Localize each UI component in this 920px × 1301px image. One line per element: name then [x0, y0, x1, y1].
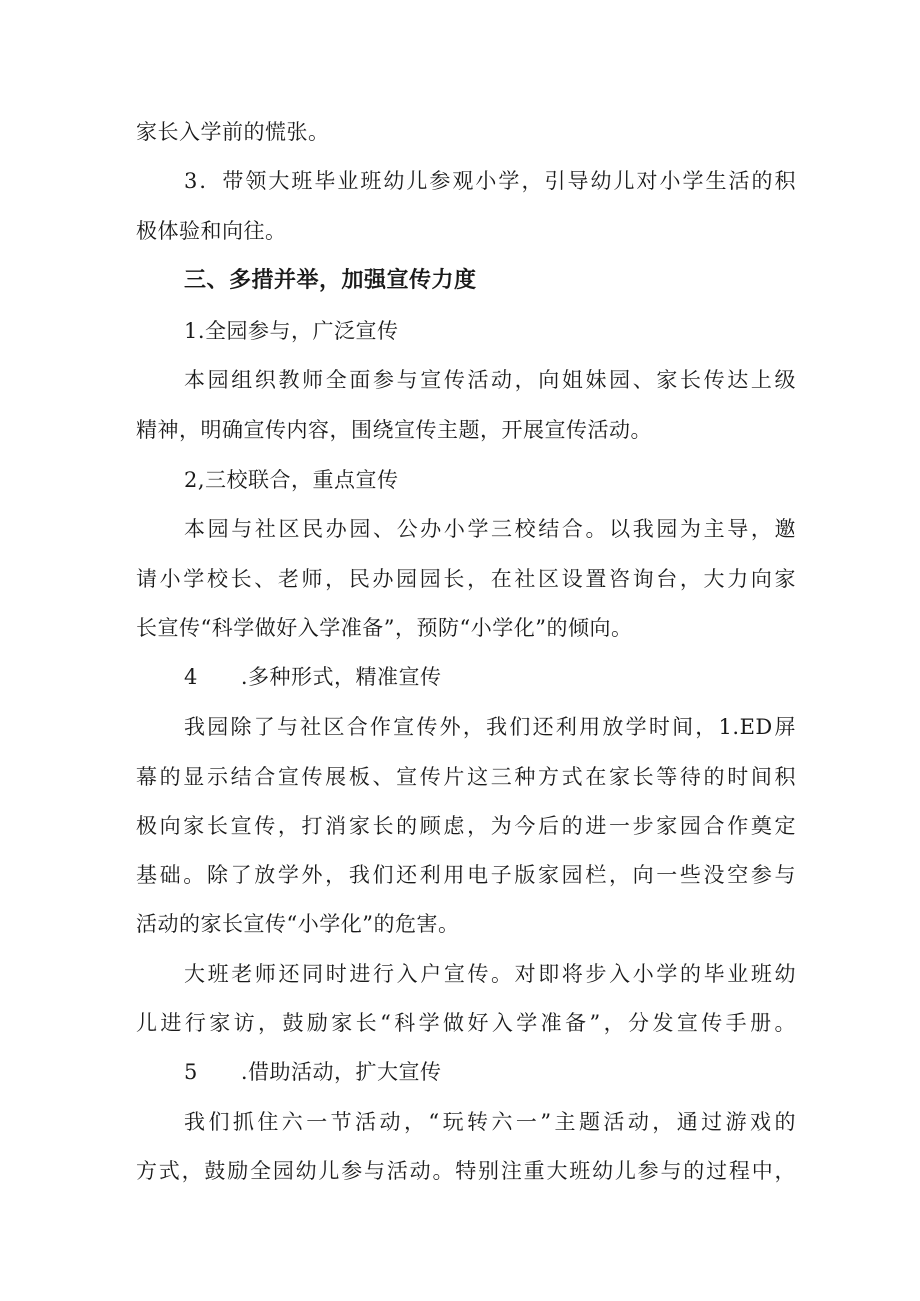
- paragraph-line: 请小学校长、老师，民办园园长，在社区设置咨询台，大力向家: [136, 567, 796, 591]
- text-line: 家长入学前的慌张。: [136, 120, 330, 144]
- paragraph-line: 基础。除了放学外，我们还利用电子版家园栏，向一些没空参与: [136, 863, 796, 887]
- paragraph-line: 我们抓住六一节活动，“玩转六一”主题活动，通过游戏的: [184, 1110, 796, 1134]
- section-heading: 三、多措并举，加强宣传力度: [184, 268, 477, 293]
- paragraph-line: 幕的显示结合宣传展板、宣传片这三种方式在家长等待的时间积: [136, 765, 796, 789]
- paragraph-line: 本园组织教师全面参与宣传活动，向姐妹园、家长传达上级: [184, 368, 796, 392]
- paragraph-line: 长宣传“科学做好入学准备”，预防“小学化”的倾向。: [136, 616, 633, 640]
- paragraph-line: 极向家长宣传，打消家长的顾虑，为今后的进一步家园合作奠定: [136, 814, 796, 838]
- text-line: 极体验和向往。: [136, 219, 287, 243]
- subheading-5: 5 .借助活动，扩大宣传: [184, 1060, 442, 1084]
- subheading-1: 1.全园参与，广泛宣传: [184, 319, 399, 343]
- subheading-4: 4 .多种形式，精准宣传: [184, 665, 442, 689]
- paragraph-line: 我园除了与社区合作宣传外，我们还利用放学时间，1.ED屏: [184, 715, 796, 739]
- paragraph-line: 本园与社区民办园、公办小学三校结合。以我园为主导，邀: [184, 517, 796, 541]
- paragraph-line: 方式，鼓励全园幼儿参与活动。特别注重大班幼儿参与的过程中，: [136, 1159, 796, 1183]
- list-item-3: 3．带领大班毕业班幼儿参观小学，引导幼儿对小学生活的积: [184, 169, 796, 193]
- paragraph-line: 活动的家长宣传“小学化”的危害。: [136, 912, 460, 936]
- paragraph-line: 儿进行家访，鼓励家长“科学做好入学准备”，分发宣传手册。: [136, 1011, 796, 1035]
- paragraph-line: 精神，明确宣传内容，围绕宣传主题，开展宣传活动。: [136, 418, 652, 442]
- subheading-2: 2,三校联合，重点宣传: [184, 468, 399, 492]
- paragraph-line: 大班老师还同时进行入户宣传。对即将步入小学的毕业班幼: [184, 962, 796, 986]
